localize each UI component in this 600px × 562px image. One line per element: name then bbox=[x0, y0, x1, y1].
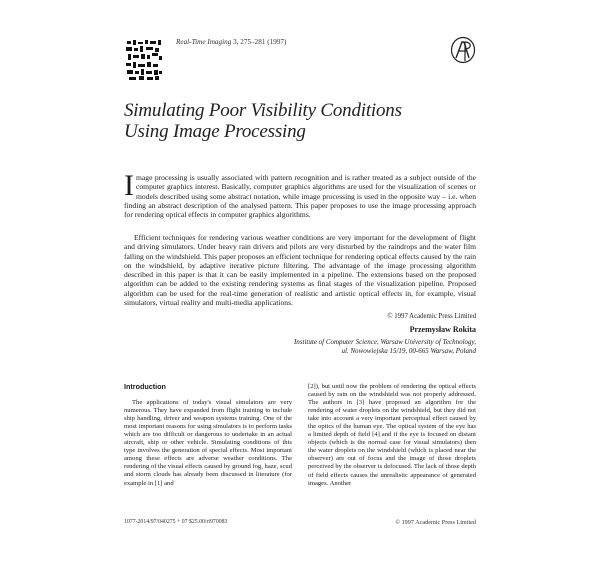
body-column-left bbox=[124, 383, 292, 488]
intro-paragraph-right: [2]), but until now the problem of rendering the optical effects caused by rain on the windshield was not properly addressed. The authors in [3] have proposed an algorithm for the rendering of water droplets on the windshield, but they did not take into account a very important perceptual effect caused by the optics of the human eye. The optical system of the eye has a limited depth of field [4] and if the eye is focused on distant objects (which is the normal case for visual simulators) then the water droplets on the windshield (which is placed near the observer) are out of focus and the image of those droplets perceived by the observer is defocused. The lack of those depth of field effects causes the unrealistic appearance of generated images. Another bbox=[308, 383, 476, 487]
footer-issn: 1077-2014/97/040275 + 07 $25.00/ri970083 bbox=[124, 519, 228, 525]
body-column-right bbox=[308, 383, 476, 488]
abstract-paragraph-2: Efficient techniques for rendering various weather conditions are very important for the development of flight and driving simulators. Under heavy rain drivers and pilots are very disturbed by the raindrops and the water film falling on the windshield. This paper proposes an efficient technique for rendering optical effects caused by the rain on the windshield, by adaptive iterative picture filtering. The advantage of the image processing algorithm described in this paper is that it can be easily implemented in a pipeline. The extensions based on the proposed algorithm can be added to the existing rendering systems as final stages of the visualization pipeline. Proposed algorithm can be used for the real-time generation of realistic and artistic optical effects in, for example, visual simulators, virtual reality and multi-media applications. bbox=[124, 233, 476, 308]
abstract-copyright: © 1997 Academic Press Limited bbox=[387, 313, 476, 320]
paper-title bbox=[124, 100, 504, 142]
journal-citation: Real-Time Imaging 3, 275–281 (1997) bbox=[176, 38, 287, 46]
footer-copyright: © 1997 Academic Press Limited bbox=[395, 519, 476, 526]
ap-publisher-icon bbox=[450, 36, 476, 64]
section-heading-introduction: Introduction bbox=[124, 382, 166, 391]
title-line-1: Simulating Poor Visibility Conditions bbox=[124, 100, 402, 121]
abstract-paragraph-1: Image processing is usually associated with pattern recognition and is rather treated as a subject outside of the computer graphics interest. Basically, computer graphics algorithms are used for the visualization of scenes or models described using some abstract notation, while image processing is used in the opposite way – i.e. when finding an abstract description of the analysed pattern. This paper proposes to use the image processing approach for rendering optical effects in computer graphics algorithms. bbox=[124, 169, 476, 220]
author-name: Przemysław Rokita bbox=[409, 325, 476, 334]
intro-paragraph-left: The applications of today's visual simulators are very numerous. They have expanded from flight training to include ship handling, driver and weapon systems training. One of the most important reasons for using simulators is to perform tasks which are too difficult or dangerous to undertake in an actual aircraft, ship or other vehicle. Simulating conditions of this type involves the generation of special effects. Most important among these effects are adverse weather conditions. The rendering of the visual effects caused by ground fog, haze, scud and storm clouds has already been discussed in literature (for example in [1] and bbox=[124, 399, 292, 487]
journal-logo-icon bbox=[124, 38, 164, 82]
title-line-2: Using Image Processing bbox=[124, 121, 306, 142]
author-affiliation: Institute of Computer Science, Warsaw University of Technology, ul. Nowowiejska 15/19, 00-665 Warsaw, Poland bbox=[293, 338, 476, 355]
drop-cap: I bbox=[124, 169, 134, 202]
